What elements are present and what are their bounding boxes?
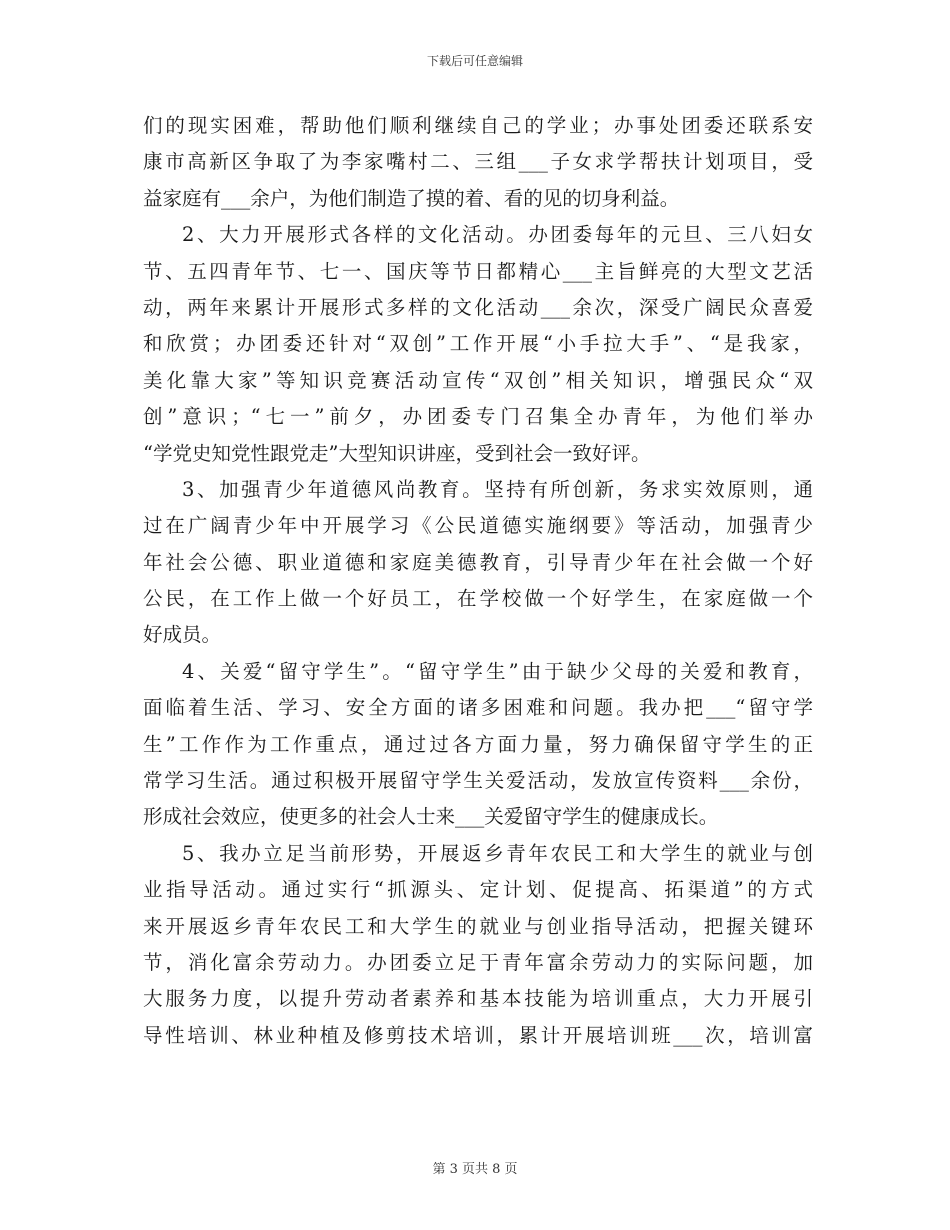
text-line: 面临着生活、学习、安全方面的诸多困难和问题。我办把___“留守学 xyxy=(143,696,813,720)
document-body xyxy=(143,108,813,1054)
text-line: 好成员。 xyxy=(143,623,222,647)
text-line: 创”意识；“七一”前夕，办团委专门召集全办青年，为他们举办 xyxy=(143,405,813,429)
text-line: 大服务力度，以提升劳动者素养和基本技能为培训重点，大力开展引 xyxy=(143,987,813,1011)
text-line: 美化靠大家”等知识竞赛活动宣传“双创”相关知识，增强民众“双 xyxy=(143,368,813,392)
text-line: “学党史知党性跟党走”大型知识讲座，受到社会一致好评。 xyxy=(143,441,651,465)
text-line: 过在广阔青少年中开展学习《公民道德实施纲要》等活动，加强青少 xyxy=(143,514,813,538)
text-line: 节，消化富余劳动力。办团委立足于青年富余劳动力的实际问题，加 xyxy=(143,950,813,974)
text-line: 公民，在工作上做一个好员工，在学校做一个好学生，在家庭做一个 xyxy=(143,587,813,611)
text-line: 常学习生活。通过积极开展留守学生关爱活动，发放宣传资料___余份， xyxy=(143,769,813,793)
paragraph-2-start: 2、大力开展形式各样的文化活动。办团委每年的元旦、三八妇女 xyxy=(182,223,813,247)
text-line: 们的现实困难，帮助他们顺利继续自己的学业；办事处团委还联系安 xyxy=(143,114,813,137)
text-line: 业指导活动。通过实行“抓源头、定计划、促提高、拓渠道”的方式 xyxy=(143,878,813,902)
text-line: 节、五四青年节、七一、国庆等节日都精心___主旨鲜亮的大型文艺活 xyxy=(143,259,813,283)
paragraph-5-start: 5、我办立足当前形势，开展返乡青年农民工和大学生的就业与创 xyxy=(182,841,813,865)
text-line: 来开展返乡青年农民工和大学生的就业与创业指导活动，把握关键环 xyxy=(143,914,813,938)
text-line: 康市高新区争取了为李家嘴村二、三组___子女求学帮扶计划项目，受 xyxy=(143,150,813,174)
text-line: 年社会公德、职业道德和家庭美德教育，引导青少年在社会做一个好 xyxy=(143,550,813,574)
text-line: 和欣赏；办团委还针对“双创”工作开展“小手拉大手”、“是我家， xyxy=(143,332,813,356)
paragraph-4-start: 4、关爱“留守学生”。“留守学生”由于缺少父母的关爱和教育， xyxy=(182,659,813,683)
text-line: 生”工作作为工作重点，通过过各方面力量，努力确保留守学生的正 xyxy=(143,732,813,756)
page-header: 下载后可任意编辑 xyxy=(426,54,523,68)
paragraph-3-start: 3、加强青少年道德风尚教育。坚持有所创新，务求实效原则，通 xyxy=(182,477,813,501)
text-line: 动，两年来累计开展形式多样的文化活动___余次，深受广阔民众喜爱 xyxy=(143,295,813,319)
text-line: 形成社会效应，使更多的社会人士来___关爱留守学生的健康成长。 xyxy=(143,805,719,829)
text-line: 益家庭有___余户，为他们制造了摸的着、看的见的切身利益。 xyxy=(143,186,680,210)
page-number: 第 3 页共 8 页 xyxy=(432,1162,518,1177)
text-line: 导性培训、林业种植及修剪技术培训，累计开展培训班___次，培训富 xyxy=(143,1023,813,1047)
